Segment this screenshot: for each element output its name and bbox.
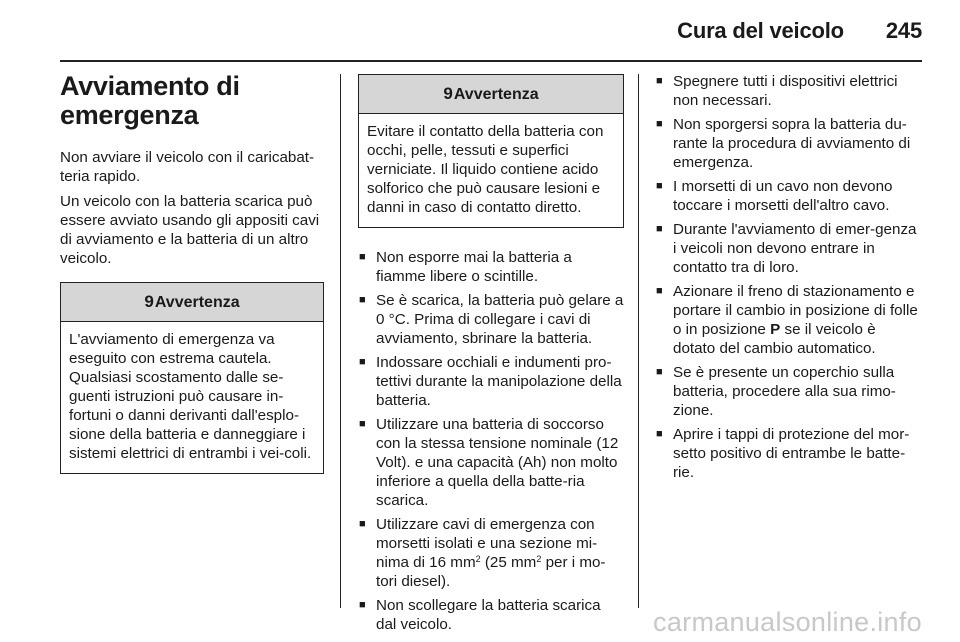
watermark: carmanualsonline.info bbox=[653, 607, 922, 637]
list-item: ■ I morsetti di un cavo non devono toccare i morsetti dell'altro cavo. bbox=[655, 177, 922, 215]
superscript: 2 bbox=[475, 554, 481, 564]
paragraph-2: Un veicolo con la batteria scarica può essere avviato usando gli appositi cavi di avviamento e la batteria di un altro veicolo. bbox=[60, 193, 320, 267]
warning-header bbox=[359, 75, 623, 114]
warning-box-2 bbox=[358, 74, 624, 228]
bullet-list-2 bbox=[358, 248, 624, 634]
header-rule bbox=[60, 60, 922, 62]
list-item: ■ Non sporgersi sopra la batteria du-rante la procedura di avviamento di emergenza. bbox=[655, 115, 922, 172]
column-divider-2 bbox=[638, 74, 639, 608]
superscript: 2 bbox=[536, 554, 542, 564]
page-number: 245 bbox=[885, 18, 922, 43]
list-item: ■ Spegnere tutti i dispositivi elettrici non necessari. bbox=[655, 72, 922, 110]
list-item: ■ Aprire i tappi di protezione del mor-setto positivo di entrambe le batte-rie. bbox=[655, 425, 922, 482]
list-item: ■ Utilizzare una batteria di soccorso con la stessa tensione nominale (12 Volt). e una capacità (Ah) non molto inferiore a quella della batte-ria scarica. bbox=[358, 415, 624, 510]
brake-text-1: Azionare il freno di stazionamento e portare il cambio in posizione di folle o in posizione bbox=[673, 283, 918, 338]
section-heading: Avviamento di emergenza bbox=[60, 71, 240, 130]
warning-icon: 9 bbox=[144, 292, 154, 311]
list-item: ■ Durante l'avviamento di emer-genza i veicoli non devono entrare in contatto tra di loro. bbox=[655, 220, 922, 277]
page-header bbox=[677, 18, 922, 44]
column-divider-1 bbox=[340, 74, 341, 608]
warning-box-1 bbox=[60, 282, 324, 474]
column-1 bbox=[60, 72, 324, 494]
list-item bbox=[655, 282, 922, 358]
cable-text-2: (25 mm bbox=[480, 554, 537, 571]
cable-text-1: Utilizzare cavi di emergenza con morsetti isolati e una sezione mi-nima di 16 mm bbox=[376, 516, 598, 571]
list-item: ■ Se è scarica, la batteria può gelare a 0 °C. Prima di collegare i cavi di avviamento, sbrinare la batteria. bbox=[358, 291, 624, 348]
list-item: ■ Se è presente un coperchio sulla batteria, procedere alla sua rimo-zione. bbox=[655, 363, 922, 420]
cable-text-3: per i mo-tori diesel). bbox=[376, 554, 606, 590]
warning-header bbox=[61, 283, 323, 322]
warning-text: Evitare il contatto della batteria con occhi, pelle, tessuti e superfici verniciate. Il liquido contiene acido solforico che può causare lesioni e danni in caso di contatto diretto. bbox=[367, 123, 604, 216]
brake-text-2: se il veicolo è dotato del cambio automatico. bbox=[673, 321, 876, 357]
bullet-list-3 bbox=[655, 72, 922, 482]
warning-title: Avvertenza bbox=[154, 294, 240, 311]
section-title: Cura del veicolo bbox=[677, 18, 844, 43]
column-3 bbox=[655, 72, 922, 487]
list-item bbox=[358, 515, 624, 591]
warning-text: L'avviamento di emergenza va eseguito con estrema cautela. Qualsiasi scostamento dalle se-guenti istruzioni può causare in-fortuni o danni derivanti dall'esplo-sione della batteria e danneggiare i sistemi elettrici di entrambi i vei-coli. bbox=[69, 331, 312, 462]
warning-title: Avvertenza bbox=[453, 86, 539, 103]
gear-position-p: P bbox=[770, 321, 781, 338]
column-2 bbox=[358, 72, 624, 639]
list-item: ■ Indossare occhiali e indumenti pro-tettivi durante la manipolazione della batteria. bbox=[358, 353, 624, 410]
list-item: ■ Non esporre mai la batteria a fiamme libere o scintille. bbox=[358, 248, 624, 286]
list-item: ■ Non scollegare la batteria scarica dal veicolo. bbox=[358, 596, 624, 634]
paragraph-1: Non avviare il veicolo con il caricabat-teria rapido. bbox=[60, 149, 315, 185]
warning-icon: 9 bbox=[443, 84, 453, 103]
